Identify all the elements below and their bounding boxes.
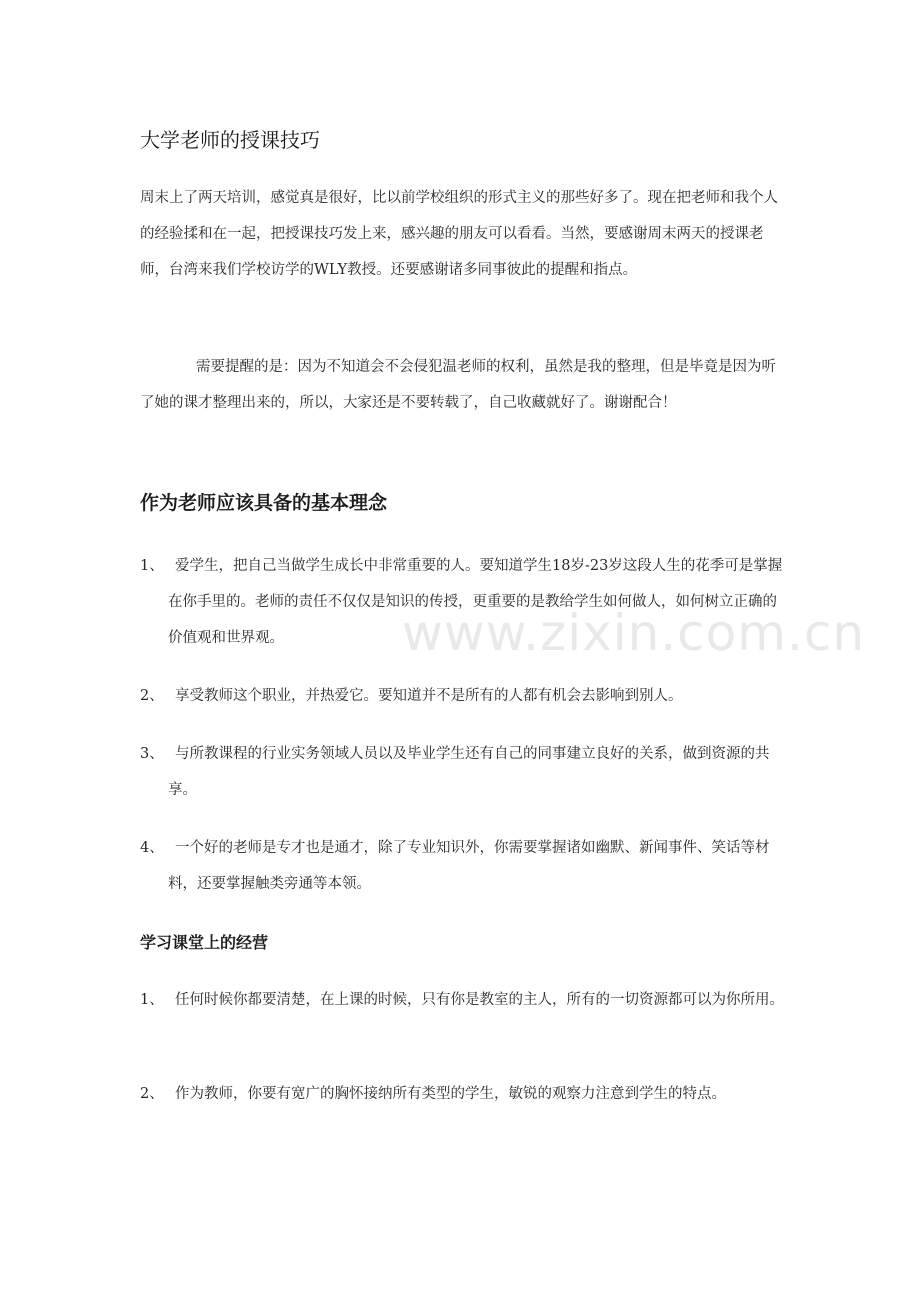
list-item-number: 1、 bbox=[140, 558, 164, 574]
list-item-text: 任何时候你都要清楚，在上课的时候，只有你是教室的主人，所有的一切资源都可以为你所用。 bbox=[175, 992, 784, 1008]
list-item-number: 3、 bbox=[140, 746, 164, 762]
intro-paragraph-2 bbox=[140, 349, 790, 421]
list-item-text: 作为教师，你要有宽广的胸怀接纳所有类型的学生，敏锐的观察力注意到学生的特点。 bbox=[175, 1086, 726, 1102]
list-item bbox=[140, 830, 790, 902]
intro-paragraph-1-text: 周末上了两天培训，感觉真是很好，比以前学校组织的形式主义的那些好多了。现在把老师和我个人的经验揉和在一起，把授课技巧发上来，感兴趣的朋友可以看看。当然，要感谢周末两天的授课老师，台湾来我们学校访学的WLY教授。还要感谢诸多同事彼此的提醒和指点。 bbox=[140, 190, 778, 278]
section-heading-classroom-management: 学习课堂上的经营 bbox=[140, 933, 269, 952]
list-item bbox=[140, 678, 790, 714]
watermark: www.zixin.com.cn bbox=[402, 604, 866, 662]
list-item-text: 一个好的老师是专才也是通才，除了专业知识外，你需要掌握诸如幽默、新闻事件、笑话等材料，还要掌握触类旁通等本领。 bbox=[168, 840, 770, 892]
intro-paragraph-2-text: 需要提醒的是：因为不知道会不会侵犯温老师的权利，虽然是我的整理，但是毕竟是因为听了她的课才整理出来的，所以，大家还是不要转载了，自己收藏就好了。谢谢配合！ bbox=[140, 359, 776, 411]
list-item-text: 与所教课程的行业实务领域人员以及毕业学生还有自己的同事建立良好的关系，做到资源的共享。 bbox=[168, 746, 770, 798]
list-item bbox=[140, 1076, 790, 1112]
list-item bbox=[140, 982, 790, 1018]
list-item-number: 2、 bbox=[140, 1086, 164, 1102]
list-item-text: 爱学生，把自己当做学生成长中非常重要的人。要知道学生18岁-23岁这段人生的花季可是掌握在你手里的。老师的责任不仅仅是知识的传授，更重要的是教给学生如何做人，如何树立正确的价值观和世界观。 bbox=[168, 558, 783, 646]
list-item-text: 享受教师这个职业，并热爱它。要知道并不是所有的人都有机会去影响到别人。 bbox=[175, 688, 683, 704]
document-title: 大学老师的授课技巧 bbox=[140, 128, 320, 152]
list-item bbox=[140, 736, 790, 808]
intro-paragraph-1 bbox=[140, 180, 790, 288]
section-heading-basic-concepts: 作为老师应该具备的基本理念 bbox=[140, 492, 388, 514]
list-item-number: 1、 bbox=[140, 992, 164, 1008]
list-item-number: 4、 bbox=[140, 840, 164, 856]
list-item bbox=[140, 548, 790, 656]
list-item-number: 2、 bbox=[140, 688, 164, 704]
